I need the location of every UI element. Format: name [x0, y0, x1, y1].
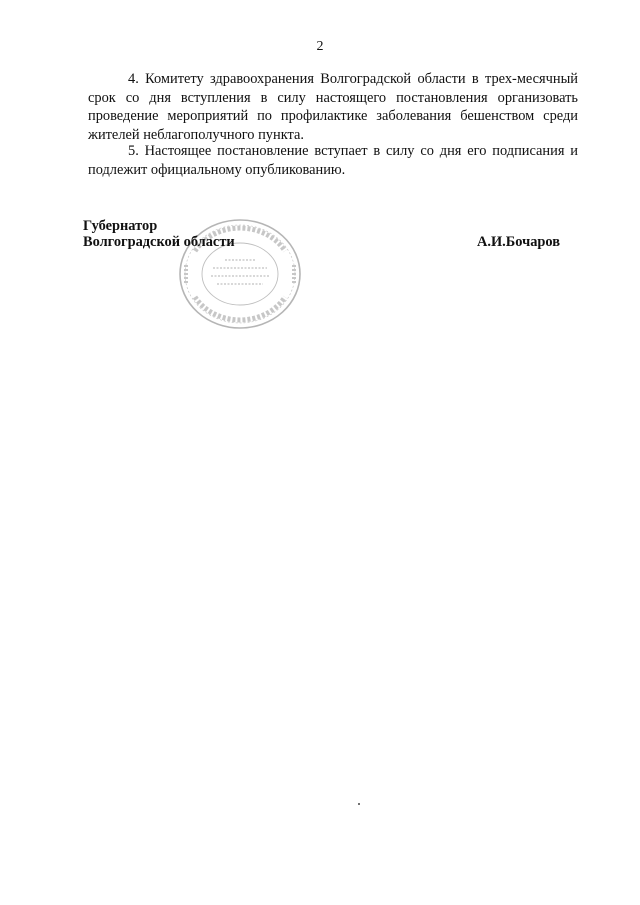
signatory-title: [83, 218, 235, 250]
signatory-title-line-2: Волгоградской области: [83, 234, 235, 250]
scan-speck: [358, 803, 360, 805]
paragraph-4: 4. Комитету здравоохранения Волгоградской области в трех-месячный срок со дня вступления в силу настоящего постановления организовать проведение мероприятий по профилактике заболевания бешенством среди жителей неблагополучного пункта.: [88, 71, 578, 143]
signatory-title-line-1: Губернатор: [83, 218, 158, 234]
paragraph-5: 5. Настоящее постановление вступает в силу со дня его подписания и подлежит официальному опубликованию.: [88, 143, 578, 178]
page-number: 2: [316, 39, 324, 54]
signatory-name: А.И.Бочаров: [477, 234, 561, 250]
